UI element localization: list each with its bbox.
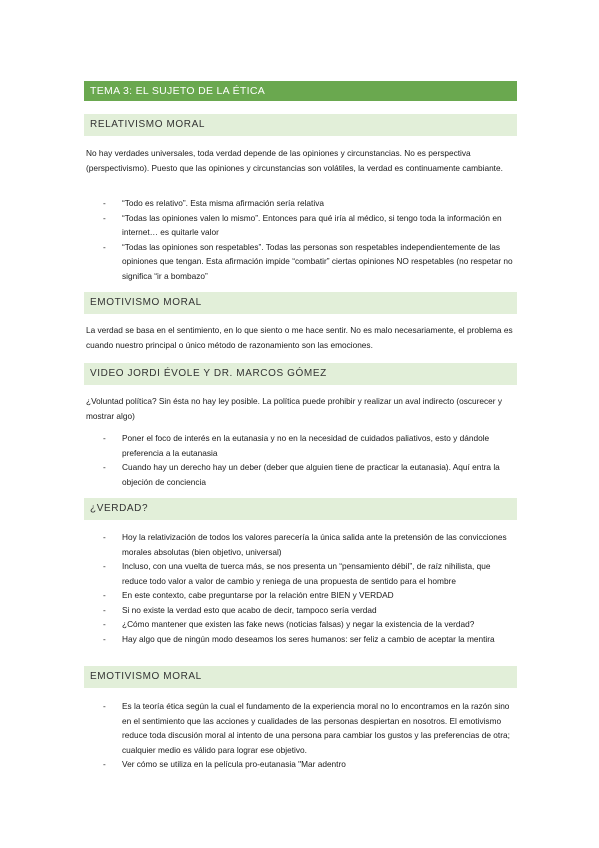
bullet-list bbox=[122, 431, 514, 489]
list-item: - En este contexto, cabe preguntarse por la relación entre BIEN y VERDAD bbox=[122, 588, 514, 603]
list-item: - “Todo es relativo”. Esta misma afirmación sería relativa bbox=[122, 196, 514, 211]
section-paragraph: ¿Voluntad política? Sin ésta no hay ley posible. La política puede prohibir y realizar un aval indirecto (oscurecer y mostrar algo) bbox=[86, 396, 503, 421]
section-heading-emotivismo: EMOTIVISMO MORAL bbox=[84, 292, 517, 314]
section-heading-emotivismo-2: EMOTIVISMO MORAL bbox=[84, 666, 517, 688]
section-paragraph: No hay verdades universales, toda verdad depende de las opiniones y circunstancias. No es perspectiva (perspectivismo). Puesto que las opiniones y circunstancias son volátiles, la verdad es continuamente cambiante. bbox=[86, 148, 503, 173]
list-item: - “Todas las opiniones son respetables”. Todas las personas son respetables independientemente de las opiniones que tengan. Esta afirmación impide “combatir” ciertas opiniones NO respetables (no respetar no significa “ir a bombazo” bbox=[122, 240, 514, 284]
section-heading-verdad: ¿VERDAD? bbox=[84, 498, 517, 520]
section-heading-video: VIDEO JORDI ÉVOLE Y DR. MARCOS GÓMEZ bbox=[84, 363, 517, 385]
list-item: - Ver cómo se utiliza en la película pro-eutanasia "Mar adentro bbox=[122, 757, 514, 772]
list-item: - Poner el foco de interés en la eutanasia y no en la necesidad de cuidados paliativos, esto y dándole preferencia a la eutanasia bbox=[122, 431, 514, 460]
list-item: - Es la teoría ética según la cual el fundamento de la experiencia moral no lo encontramos en la razón sino en el sentimiento que las acciones y cualidades de las personas despiertan en nosotros. El emotivismo reduce toda discusión moral al intento de una persona para cambiar los gustos y las preferencias de otra; cualquier medio es válido para lograr ese objetivo. bbox=[122, 699, 514, 757]
section-heading-relativismo: RELATIVISMO MORAL bbox=[84, 114, 517, 136]
list-item: - Incluso, con una vuelta de tuerca más, se nos presenta un “pensamiento débil”, de raíz nihilista, que reduce todo valor a valor de cambio y reniega de una propuesta de sentido para el hombre bbox=[122, 559, 514, 588]
list-item: - Si no existe la verdad esto que acabo de decir, tampoco sería verdad bbox=[122, 603, 514, 618]
bullet-list bbox=[122, 530, 514, 646]
list-item: - ¿Cómo mantener que existen las fake news (noticias falsas) y negar la existencia de la verdad? bbox=[122, 617, 514, 632]
document-title: TEMA 3: EL SUJETO DE LA ÉTICA bbox=[84, 81, 517, 101]
list-item: - Hay algo que de ningún modo deseamos los seres humanos: ser feliz a cambio de aceptar la mentira bbox=[122, 632, 514, 647]
bullet-list bbox=[122, 699, 514, 772]
bullet-list bbox=[122, 196, 514, 283]
list-item: - Cuando hay un derecho hay un deber (deber que alguien tiene de practicar la eutanasia). Aquí entra la objeción de conciencia bbox=[122, 460, 514, 489]
section-paragraph: La verdad se basa en el sentimiento, en lo que siento o me hace sentir. No es malo necesariamente, el problema es cuando nuestro principal o único método de razonamiento son las emociones. bbox=[86, 325, 513, 350]
list-item: - Hoy la relativización de todos los valores parecería la única salida ante la pretensión de las convicciones morales absolutas (bien objetivo, universal) bbox=[122, 530, 514, 559]
list-item: - “Todas las opiniones valen lo mismo”. Entonces para qué iría al médico, si tengo toda la información en internet… es quitarle valor bbox=[122, 211, 514, 240]
